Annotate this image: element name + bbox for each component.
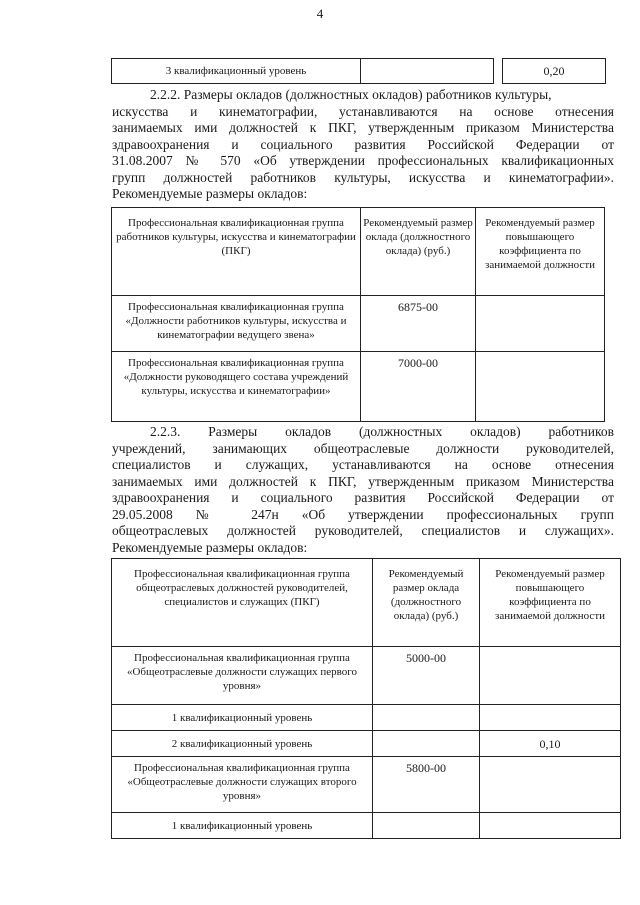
gap-cell [494, 59, 503, 84]
text-line: Рекомендуемые размеры окладов: [112, 539, 308, 555]
header-group: Профессиональная квалификационная группа работников культуры, искусства и кинематографии (ПКГ) [112, 208, 361, 296]
page-number: 4 [316, 6, 324, 21]
header-coef: Рекомендуемый размер повышающего коэффициента по занимаемой должности [480, 559, 621, 647]
text-line: 2.2.3. Размеры окладов (должностных окладов) работников [150, 424, 614, 439]
salary-cell [373, 705, 480, 731]
table-row [112, 352, 605, 422]
group-cell: Профессиональная квалификационная группа «Общеотраслевые должности служащих второго уровня» [112, 757, 373, 813]
coef-cell [476, 352, 605, 422]
text-line: искусства и кинематографии, устанавливаются на основе отнесения [112, 103, 614, 119]
table-header-row [112, 208, 605, 296]
level-cell: 3 квалификационный уровень [112, 59, 361, 84]
table-row [112, 757, 621, 813]
top-table [111, 58, 606, 84]
text-line: здравоохранения и социального развития Российской Федерации от [112, 490, 614, 505]
table-row [112, 705, 621, 731]
table-header-row [112, 559, 621, 647]
text-line: Рекомендуемые размеры окладов: [112, 186, 308, 201]
header-salary: Рекомендуемый размер оклада (должностного оклада) (руб.) [373, 559, 480, 647]
header-coef: Рекомендуемый размер повышающего коэффициента по занимаемой должности [476, 208, 605, 296]
group-cell: Профессиональная квалификационная группа «Должности руководящего состава учреждений культуры, искусства и кинематографии» [112, 352, 361, 422]
text-line: занимаемых ими должностей к ПКГ, утвержденным приказом Министерства [112, 473, 614, 489]
paragraph-2-2-3 [112, 424, 614, 556]
text-line: учреждений, занимающих общеотраслевые должности руководителей, [112, 440, 614, 456]
text-line: занимаемых ими должностей к ПКГ, утвержденным приказом Министерства [112, 120, 614, 135]
coef-cell: 0,10 [480, 731, 621, 757]
text-line: групп должностей работников культуры, искусства и кинематографии». [112, 169, 614, 185]
text-line: 31.08.2007 № 570 «Об утверждении профессиональных квалификационных [112, 153, 614, 168]
group-cell: 1 квалификационный уровень [112, 705, 373, 731]
coef-cell [476, 296, 605, 352]
coef-cell [480, 647, 621, 705]
salary-cell: 6875-00 [361, 296, 476, 352]
coef-cell: 0,20 [503, 59, 606, 84]
coef-cell [480, 813, 621, 839]
salary-cell: 5800-00 [373, 757, 480, 813]
text-line: специалистов и служащих, устанавливаются на основе отнесения [112, 457, 614, 472]
salary-cell [361, 59, 494, 84]
table-row [112, 296, 605, 352]
coef-cell [480, 705, 621, 731]
salary-cell: 5000-00 [373, 647, 480, 705]
table-row [112, 59, 606, 84]
group-cell: 1 квалификационный уровень [112, 813, 373, 839]
group-cell: Профессиональная квалификационная группа «Общеотраслевые должности служащих первого уровня» [112, 647, 373, 705]
group-cell: 2 квалификационный уровень [112, 731, 373, 757]
header-salary: Рекомендуемый размер оклада (должностного оклада) (руб.) [361, 208, 476, 296]
table-row [112, 731, 621, 757]
salary-cell: 7000-00 [361, 352, 476, 422]
salary-cell [373, 813, 480, 839]
salary-cell [373, 731, 480, 757]
header-group: Профессиональная квалификационная группа общеотраслевых должностей руководителей, специалистов и служащих (ПКГ) [112, 559, 373, 647]
text-line: 29.05.2008 № 247н «Об утверждении профессиональных групп [112, 506, 614, 522]
paragraph-2-2-2 [112, 87, 614, 203]
text-line: общеотраслевых должностей руководителей, специалистов и служащих». [112, 523, 614, 538]
coef-cell [480, 757, 621, 813]
text-line: 2.2.2. Размеры окладов (должностных окладов) работников культуры, [150, 87, 552, 102]
table-row [112, 813, 621, 839]
table-culture [111, 207, 605, 422]
table-general [111, 558, 621, 839]
group-cell: Профессиональная квалификационная группа «Должности работников культуры, искусства и кинематографии ведущего звена» [112, 296, 361, 352]
table-row [112, 647, 621, 705]
text-line: здравоохранения и социального развития Российской Федерации от [112, 136, 614, 152]
